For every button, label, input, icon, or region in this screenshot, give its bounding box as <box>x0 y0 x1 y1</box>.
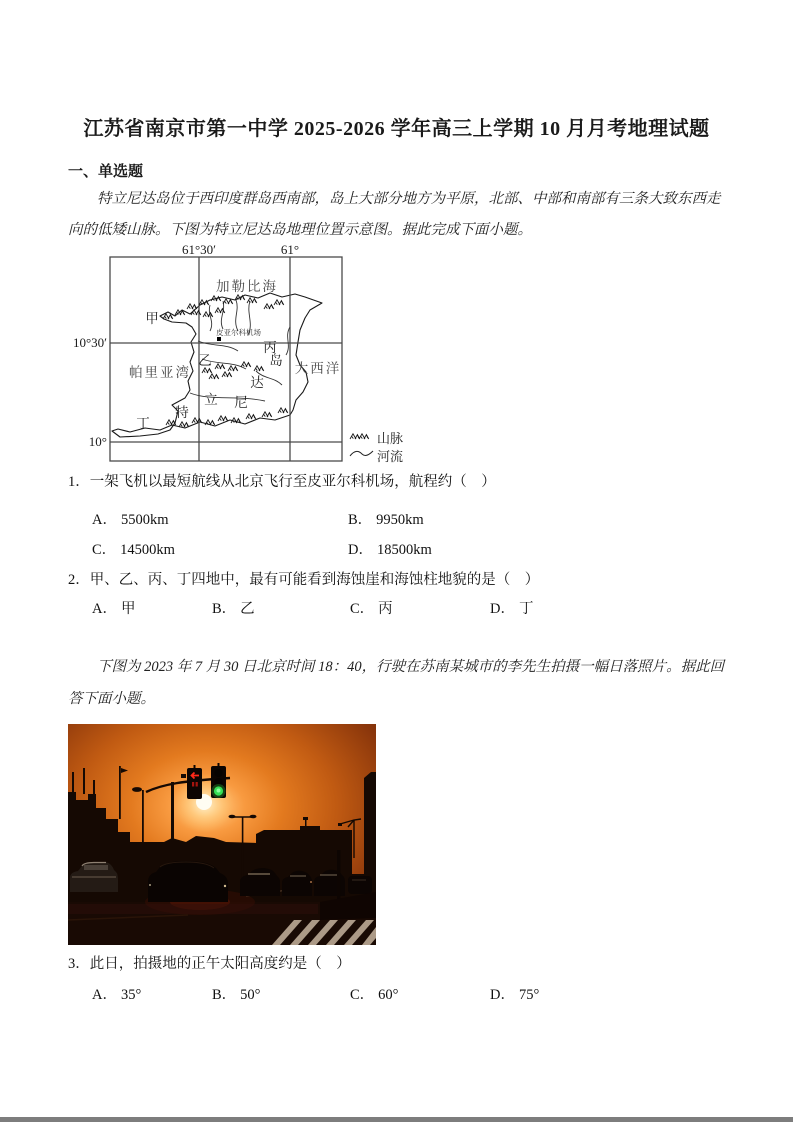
sunset-photo <box>68 724 376 945</box>
legend-mountain-label: 山脉 <box>377 431 404 446</box>
lat-label-1030: 10°30′ <box>72 335 107 350</box>
marker-jia: 甲 <box>145 311 159 326</box>
question-1-stem: 1．一架飞机以最短航线从北京飞行至皮亚尔科机场，航程约（ ） <box>68 474 496 490</box>
trinidad-map <box>60 243 450 465</box>
river-icon <box>350 451 373 456</box>
lat-label-10: 10° <box>88 434 107 449</box>
sea-label-atlantic: 大西洋 <box>294 361 342 376</box>
passage-trinidad: 特立尼达岛位于西印度群岛西南部，岛上大部分地方为平原，北部、中部和南部有三条大致东西走向的低矮山脉。下图为特立尼达岛地理位置示意图。据此完成下面小题。 <box>68 191 721 238</box>
island-char-ni: 尼 <box>234 395 248 410</box>
option-3b: B． 50° <box>212 987 261 1003</box>
option-1a: A． 5500km <box>92 512 169 528</box>
island-char-li: 立 <box>204 392 218 407</box>
option-1c: C． 14500km <box>92 542 175 558</box>
page-bottom-edge <box>0 1117 793 1122</box>
sea-label-caribbean: 加勒比海 <box>216 279 278 294</box>
marker-ding: 丁 <box>136 416 150 431</box>
marker-bing: 丙 <box>263 340 277 355</box>
section-heading: 一、单选题 <box>68 164 144 180</box>
question-3-number: 3． <box>68 956 90 972</box>
airport-label: 皮亚尔科机场 <box>216 328 261 337</box>
lon-label-6130: 61°30′ <box>181 243 217 257</box>
option-1b: B． 9950km <box>348 512 424 528</box>
question-2-number: 2． <box>68 572 90 588</box>
option-2a: A． 甲 <box>92 601 136 617</box>
map-legend <box>350 431 403 464</box>
question-2-options-row <box>68 597 748 617</box>
option-3d: D． 75° <box>490 987 540 1003</box>
question-3-stem: 3．此日，拍摄地的正午太阳高度约是（ ） <box>68 956 351 972</box>
option-3c: C． 60° <box>350 987 399 1003</box>
legend-river-label: 河流 <box>377 449 404 464</box>
option-3a: A． 35° <box>92 987 142 1003</box>
question-3-options-row <box>68 983 748 1003</box>
question-1-number: 1． <box>68 474 90 490</box>
airport-marker <box>217 337 221 341</box>
island-char-te: 特 <box>175 405 189 420</box>
option-2c: C． 丙 <box>350 601 393 617</box>
island-char-dao: 岛 <box>269 353 283 368</box>
marker-yi: 乙 <box>198 353 212 368</box>
lon-label-61: 61° <box>280 243 300 257</box>
question-1-options-row-1 <box>68 508 748 528</box>
option-2d: D． 丁 <box>490 601 534 617</box>
sea-label-paria: 帕里亚湾 <box>129 365 191 380</box>
island-char-da: 达 <box>250 375 264 390</box>
passage-sunset-photo: 下图为 2023 年 7 月 30 日北京时间 18：40，行驶在苏南某城市的李先生拍摄一幅日落照片。据此回答下面小题。 <box>68 659 725 707</box>
question-2-stem: 2．甲、乙、丙、丁四地中，最有可能看到海蚀崖和海蚀柱地貌的是（ ） <box>68 572 540 588</box>
option-1d: D． 18500km <box>348 542 432 558</box>
question-1-options-row-2 <box>68 538 748 558</box>
option-2b: B． 乙 <box>212 601 255 617</box>
page-title: 江苏省南京市第一中学 2025-2026 学年高三上学期 10 月月考地理试题 <box>83 118 710 140</box>
